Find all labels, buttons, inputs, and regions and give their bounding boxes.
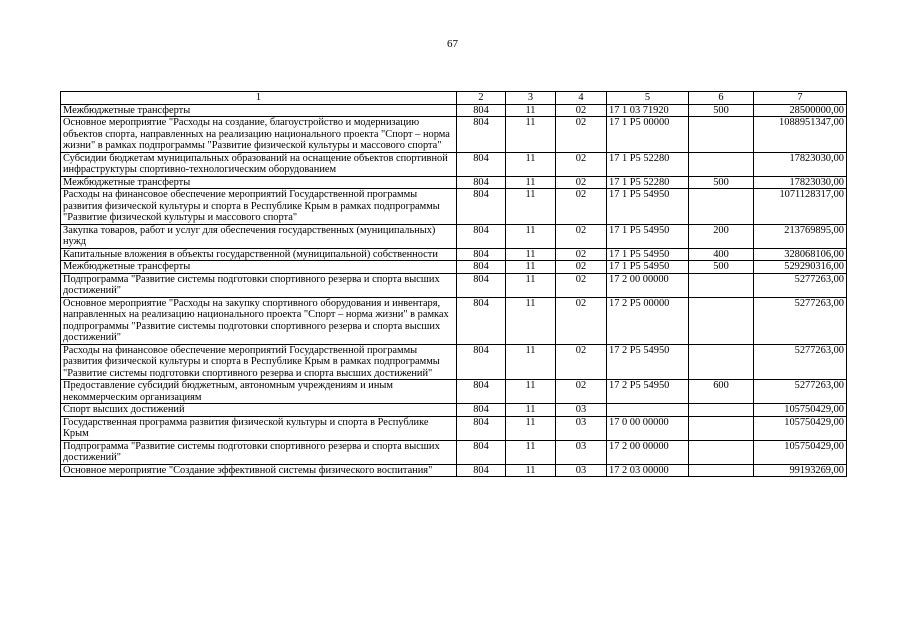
section-cell: 11 [506, 440, 556, 464]
subsection-cell: 03 [556, 416, 607, 440]
expense-type-cell [689, 344, 754, 380]
target-article-cell: 17 2 Р5 00000 [607, 297, 689, 344]
row-name-cell: Основное мероприятие "Расходы на создание, благоустройство и модернизацию объектов спорта, направленных на реализацию национального проекта "Спорт – норма жизни" в рамках подпрограммы "Развитие физической культуры и массового спорта" [61, 117, 457, 153]
section-cell: 11 [506, 404, 556, 417]
target-article-cell: 17 2 03 00000 [607, 464, 689, 477]
expense-type-cell [689, 152, 754, 176]
table-row [61, 416, 847, 440]
subsection-cell: 02 [556, 248, 607, 261]
row-name-cell: Межбюджетные трансферты [61, 104, 457, 117]
expense-type-cell [689, 273, 754, 297]
header-cell: 6 [689, 92, 754, 105]
expense-type-cell [689, 440, 754, 464]
amount-cell: 5277263,00 [754, 297, 847, 344]
amount-cell: 1071128317,00 [754, 189, 847, 225]
subsection-cell: 03 [556, 404, 607, 417]
target-article-cell: 17 1 Р5 00000 [607, 117, 689, 153]
expense-type-cell: 200 [689, 224, 754, 248]
amount-cell: 28500000,00 [754, 104, 847, 117]
expense-type-cell: 500 [689, 104, 754, 117]
table-row [61, 404, 847, 417]
row-name-cell: Расходы на финансовое обеспечение мероприятий Государственной программы развития физической культуры и спорта в Республике Крым в рамках подпрограммы "Развитие физической культуры и массового спорта" [61, 189, 457, 225]
amount-cell: 529290316,00 [754, 261, 847, 274]
table-row [61, 224, 847, 248]
amount-cell: 5277263,00 [754, 344, 847, 380]
amount-cell: 5277263,00 [754, 273, 847, 297]
amount-cell: 17823030,00 [754, 176, 847, 189]
subsection-cell: 02 [556, 152, 607, 176]
header-cell: 4 [556, 92, 607, 105]
subsection-cell: 02 [556, 117, 607, 153]
row-name-cell: Основное мероприятие "Расходы на закупку спортивного оборудования и инвентаря, направленных на реализацию национального проекта "Спорт – норма жизни" в рамках подпрограммы "Развитие системы подготовки спортивного резерва и спорта высших достижений" [61, 297, 457, 344]
table-row [61, 152, 847, 176]
target-article-cell: 17 2 00 00000 [607, 440, 689, 464]
section-cell: 11 [506, 344, 556, 380]
expense-type-cell: 500 [689, 261, 754, 274]
target-article-cell: 17 2 Р5 54950 [607, 380, 689, 404]
section-cell: 11 [506, 176, 556, 189]
row-name-cell: Межбюджетные трансферты [61, 176, 457, 189]
header-cell: 1 [61, 92, 457, 105]
target-article-cell: 17 2 00 00000 [607, 273, 689, 297]
amount-cell: 1088951347,00 [754, 117, 847, 153]
subsection-cell: 02 [556, 297, 607, 344]
amount-cell: 105750429,00 [754, 416, 847, 440]
section-cell: 11 [506, 297, 556, 344]
ministry-code-cell: 804 [457, 464, 506, 477]
table-header-row [61, 92, 847, 105]
expense-type-cell [689, 189, 754, 225]
ministry-code-cell: 804 [457, 404, 506, 417]
amount-cell: 5277263,00 [754, 380, 847, 404]
subsection-cell: 02 [556, 261, 607, 274]
section-cell: 11 [506, 189, 556, 225]
expense-type-cell: 500 [689, 176, 754, 189]
ministry-code-cell: 804 [457, 261, 506, 274]
subsection-cell: 02 [556, 189, 607, 225]
table-row [61, 380, 847, 404]
expense-type-cell [689, 464, 754, 477]
section-cell: 11 [506, 117, 556, 153]
header-cell: 5 [607, 92, 689, 105]
section-cell: 11 [506, 416, 556, 440]
expense-type-cell [689, 416, 754, 440]
row-name-cell: Подпрограмма "Развитие системы подготовки спортивного резерва и спорта высших достижений" [61, 440, 457, 464]
header-cell: 2 [457, 92, 506, 105]
row-name-cell: Субсидии бюджетам муниципальных образований на оснащение объектов спортивной инфраструктуры спортивно-технологическим оборудованием [61, 152, 457, 176]
section-cell: 11 [506, 104, 556, 117]
target-article-cell: 17 1 Р5 52280 [607, 176, 689, 189]
subsection-cell: 02 [556, 104, 607, 117]
ministry-code-cell: 804 [457, 273, 506, 297]
header-cell: 3 [506, 92, 556, 105]
table-row [61, 440, 847, 464]
target-article-cell: 17 1 Р5 52280 [607, 152, 689, 176]
expense-type-cell: 400 [689, 248, 754, 261]
expense-type-cell [689, 297, 754, 344]
amount-cell: 99193269,00 [754, 464, 847, 477]
page-number: 67 [447, 38, 458, 50]
row-name-cell: Предоставление субсидий бюджетным, автономным учреждениям и иным некоммерческим организациям [61, 380, 457, 404]
ministry-code-cell: 804 [457, 176, 506, 189]
row-name-cell: Закупка товаров, работ и услуг для обеспечения государственных (муниципальных) нужд [61, 224, 457, 248]
row-name-cell: Межбюджетные трансферты [61, 261, 457, 274]
table-row [61, 261, 847, 274]
subsection-cell: 02 [556, 344, 607, 380]
expense-type-cell: 600 [689, 380, 754, 404]
amount-cell: 328068106,00 [754, 248, 847, 261]
ministry-code-cell: 804 [457, 380, 506, 404]
amount-cell: 17823030,00 [754, 152, 847, 176]
ministry-code-cell: 804 [457, 297, 506, 344]
section-cell: 11 [506, 261, 556, 274]
section-cell: 11 [506, 224, 556, 248]
target-article-cell: 17 2 Р5 54950 [607, 344, 689, 380]
subsection-cell: 02 [556, 380, 607, 404]
ministry-code-cell: 804 [457, 344, 506, 380]
row-name-cell: Расходы на финансовое обеспечение мероприятий Государственной программы развития физической культуры и спорта в Республике Крым в рамках подпрограммы "Развитие системы подготовки спортивного резерва и спорта высших достижений" [61, 344, 457, 380]
target-article-cell: 17 1 Р5 54950 [607, 189, 689, 225]
section-cell: 11 [506, 273, 556, 297]
budget-table [60, 91, 847, 477]
subsection-cell: 03 [556, 464, 607, 477]
table-row [61, 189, 847, 225]
row-name-cell: Государственная программа развития физической культуры и спорта в Республике Крым [61, 416, 457, 440]
target-article-cell [607, 404, 689, 417]
row-name-cell: Капитальные вложения в объекты государственной (муниципальной) собственности [61, 248, 457, 261]
section-cell: 11 [506, 248, 556, 261]
table-row [61, 117, 847, 153]
subsection-cell: 02 [556, 224, 607, 248]
row-name-cell: Спорт высших достижений [61, 404, 457, 417]
ministry-code-cell: 804 [457, 440, 506, 464]
subsection-cell: 03 [556, 440, 607, 464]
table-row [61, 464, 847, 477]
expense-type-cell [689, 404, 754, 417]
table-row [61, 248, 847, 261]
ministry-code-cell: 804 [457, 224, 506, 248]
amount-cell: 105750429,00 [754, 404, 847, 417]
target-article-cell: 17 1 Р5 54950 [607, 248, 689, 261]
ministry-code-cell: 804 [457, 248, 506, 261]
expense-type-cell [689, 117, 754, 153]
table-row [61, 176, 847, 189]
section-cell: 11 [506, 152, 556, 176]
amount-cell: 105750429,00 [754, 440, 847, 464]
table-row [61, 273, 847, 297]
ministry-code-cell: 804 [457, 117, 506, 153]
ministry-code-cell: 804 [457, 152, 506, 176]
row-name-cell: Подпрограмма "Развитие системы подготовки спортивного резерва и спорта высших достижений" [61, 273, 457, 297]
target-article-cell: 17 1 Р5 54950 [607, 224, 689, 248]
row-name-cell: Основное мероприятие "Создание эффективной системы физического воспитания" [61, 464, 457, 477]
ministry-code-cell: 804 [457, 416, 506, 440]
ministry-code-cell: 804 [457, 104, 506, 117]
ministry-code-cell: 804 [457, 189, 506, 225]
section-cell: 11 [506, 464, 556, 477]
target-article-cell: 17 1 03 71920 [607, 104, 689, 117]
amount-cell: 213769895,00 [754, 224, 847, 248]
subsection-cell: 02 [556, 273, 607, 297]
target-article-cell: 17 1 Р5 54950 [607, 261, 689, 274]
section-cell: 11 [506, 380, 556, 404]
table-row [61, 297, 847, 344]
header-cell: 7 [754, 92, 847, 105]
table-row [61, 104, 847, 117]
table-row [61, 344, 847, 380]
target-article-cell: 17 0 00 00000 [607, 416, 689, 440]
subsection-cell: 02 [556, 176, 607, 189]
